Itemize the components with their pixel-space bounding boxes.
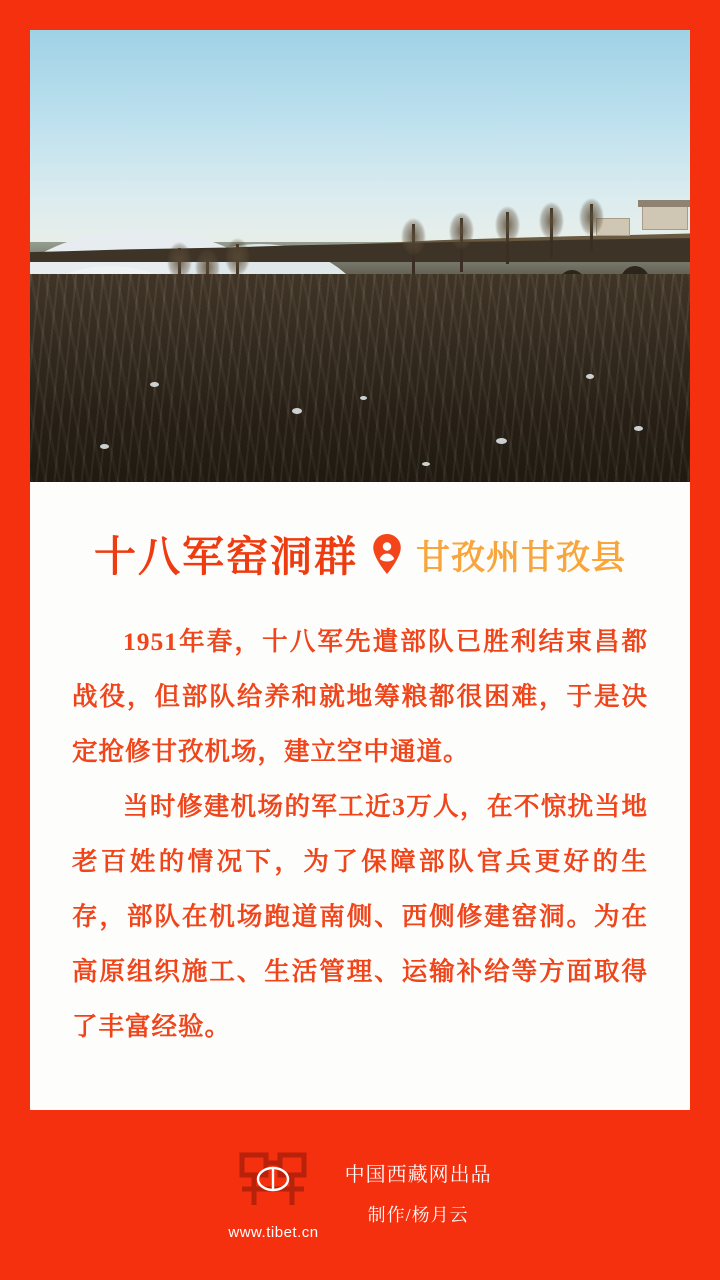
hillside-house-roof	[638, 200, 690, 207]
location-label: 甘孜州甘孜县	[416, 539, 626, 577]
snow-patch	[586, 374, 594, 379]
hero-photo	[30, 30, 690, 482]
credit-label: 制作/杨月云	[367, 1204, 469, 1225]
snow-patch	[360, 396, 367, 400]
bare-tree	[412, 224, 415, 276]
title-row	[30, 524, 690, 584]
bare-tree	[506, 212, 509, 264]
page-title: 十八军窑洞群	[93, 535, 358, 581]
paragraph-1: 1951年春，十八军先遣部队已胜利结束昌都战役，但部队给养和就地筹粮都很困难，于是决定抢修甘孜机场，建立空中通道。	[72, 627, 648, 766]
producer-label: 中国西藏网出品	[344, 1163, 492, 1186]
logo-block	[228, 1149, 318, 1241]
footer	[30, 1110, 690, 1280]
snow-patch	[100, 444, 109, 449]
snow-patch	[292, 408, 302, 414]
snow-patch	[496, 438, 507, 444]
site-url[interactable]: www.tibet.cn	[228, 1224, 319, 1241]
content-card	[30, 30, 690, 1110]
snow-patch	[150, 382, 159, 387]
tibet-logo-icon	[236, 1149, 310, 1216]
bare-tree	[590, 204, 593, 252]
map-pin-icon	[372, 534, 402, 574]
snow-patch	[634, 426, 643, 431]
credits-block	[345, 1158, 492, 1233]
bare-tree	[460, 218, 463, 272]
hillside-house	[642, 206, 688, 230]
snow-patch	[422, 462, 430, 466]
paragraph-2: 当时修建机场的军工近3万人，在不惊扰当地老百姓的情况下，为了保障部队官兵更好的生存，部队在机场跑道南侧、西侧修建窑洞。为在高原组织施工、生活管理、运输补给等方面取得了丰富经验。	[72, 792, 648, 1041]
article-body	[30, 584, 690, 1054]
bare-tree	[550, 208, 553, 258]
